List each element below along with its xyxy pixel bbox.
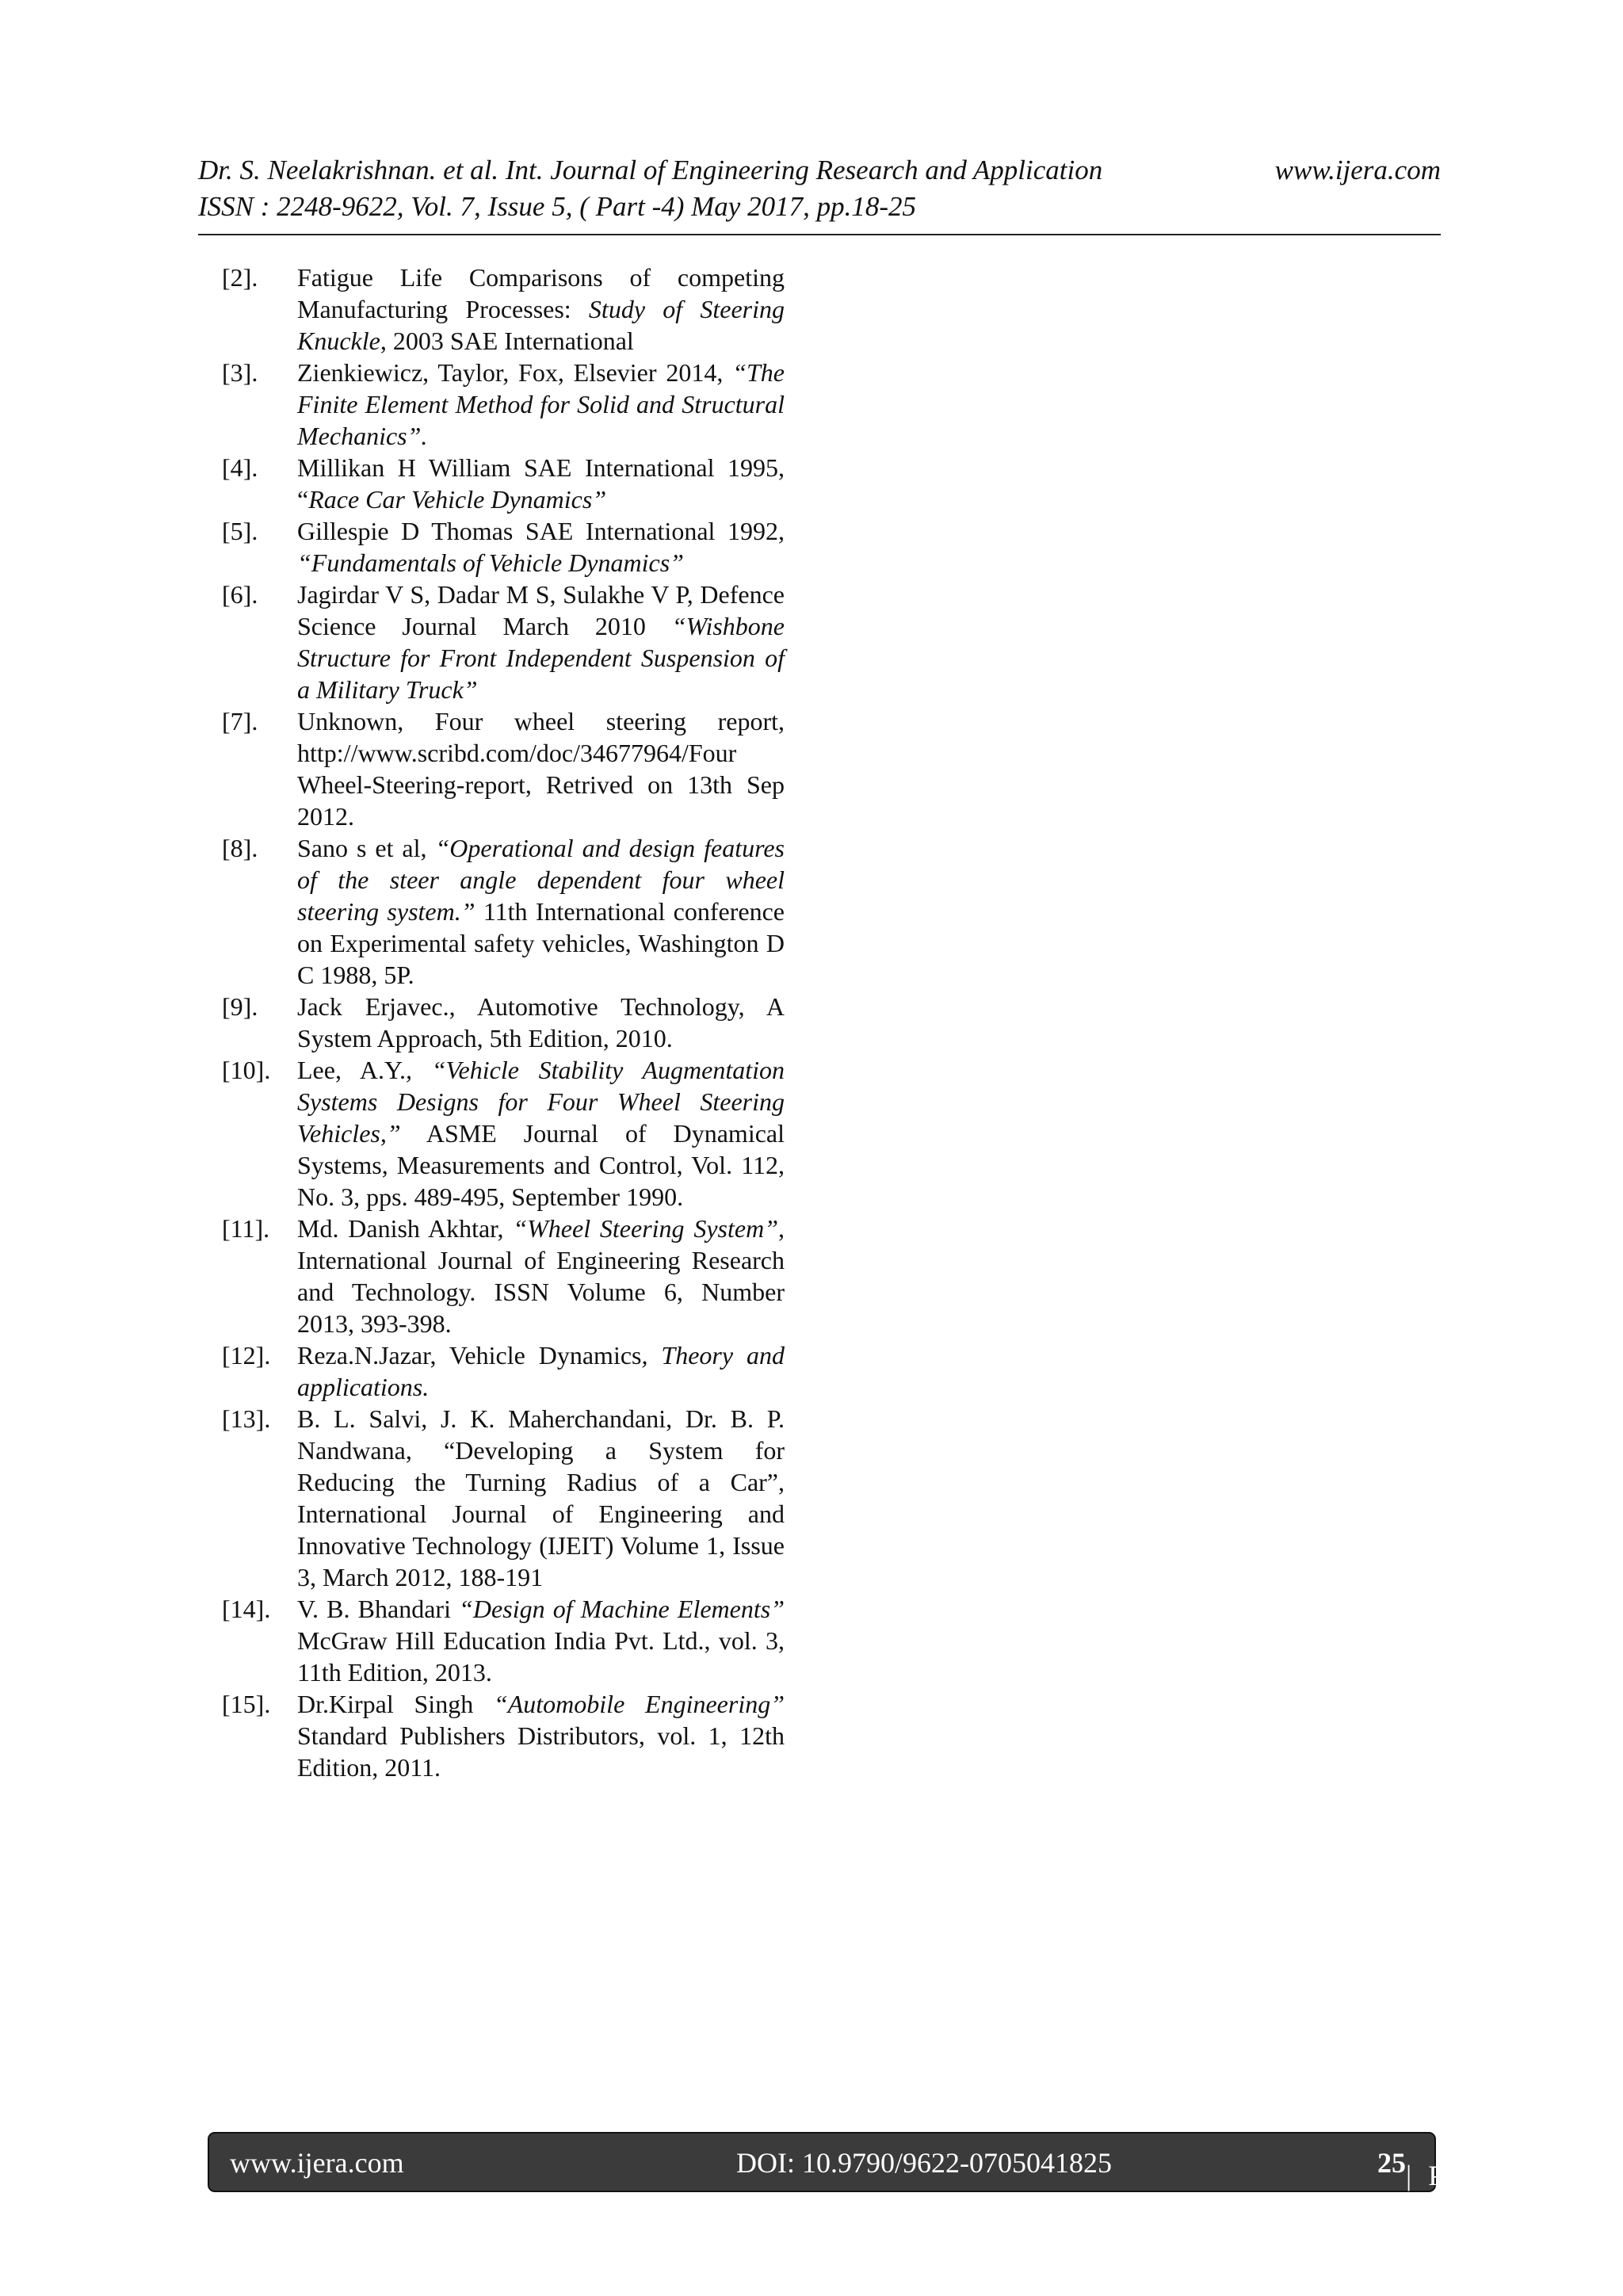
reference-number: [2]. xyxy=(222,263,258,292)
reference-text xyxy=(297,452,785,515)
reference-number: [8]. xyxy=(222,834,258,862)
header-website: www.ijera.com xyxy=(1274,155,1441,185)
reference-text-part: Lee, A.Y. xyxy=(297,1056,407,1084)
reference-title-italic: “Design of Machine Elements” xyxy=(459,1595,785,1623)
reference-item xyxy=(222,357,785,452)
reference-item xyxy=(222,1403,785,1593)
page-word: | P a g e xyxy=(1406,2160,1537,2191)
reference-text-part: Standard Publishers Distributors, vol. 1, 12th Edition, 2011. xyxy=(297,1721,785,1782)
footer-doi: DOI: 10.9790/9622-0705041825 xyxy=(736,2147,1112,2179)
running-header xyxy=(198,152,1441,225)
reference-text-part: 11th International conference on Experimental safety vehicles, Washington D C 1988, 5P. xyxy=(297,897,785,989)
page-footer xyxy=(208,2132,1537,2192)
reference-item xyxy=(222,832,785,991)
reference-item xyxy=(222,452,785,515)
reference-text-part: Unknown, Four wheel steering report, http://www.scribd.com/doc/34677964/Four Wheel-Steering-report, Retrived on 13th Sep 2012. xyxy=(297,707,785,831)
header-issn: ISSN : 2248-9622, Vol. 7, Issue 5, ( Part -4) May 2017, pp.18-25 xyxy=(198,191,917,222)
reference-number: [4]. xyxy=(222,453,258,482)
reference-title-italic: “Automobile Engineering” xyxy=(493,1690,785,1718)
reference-text xyxy=(297,515,785,579)
reference-text xyxy=(297,1054,785,1213)
reference-text xyxy=(297,262,785,357)
reference-text-part: , International Journal of Engineering Research and Technology. ISSN Volume 6, Number 2013, 393-398. xyxy=(297,1214,785,1338)
reference-number: [11]. xyxy=(222,1214,270,1243)
reference-title-italic: , “Vehicle Stability Augmentation Systems Designs for Four Wheel Steering Vehicles,” xyxy=(297,1056,785,1148)
footer-website: www.ijera.com xyxy=(230,2147,404,2179)
reference-text-part: Fatigue Life Comparisons of competing Manufacturing Processes: xyxy=(297,263,785,323)
reference-text xyxy=(297,1339,785,1403)
reference-number: [6]. xyxy=(222,580,258,609)
reference-number: [13]. xyxy=(222,1404,271,1433)
reference-number: [7]. xyxy=(222,707,258,735)
page-number: 25 xyxy=(1377,2147,1406,2179)
reference-text-part: , 2003 SAE International xyxy=(380,327,634,355)
reference-item xyxy=(222,515,785,579)
reference-title-italic: “Wheel Steering System” xyxy=(513,1214,779,1243)
reference-number: [9]. xyxy=(222,992,258,1021)
reference-list xyxy=(222,262,785,1783)
reference-number: [14]. xyxy=(222,1595,271,1623)
reference-text xyxy=(297,1593,785,1688)
reference-title-italic: “Wishbone Structure for Front Independent Suspension of a Military Truck” xyxy=(297,612,785,704)
reference-item xyxy=(222,1593,785,1688)
reference-text xyxy=(297,1403,785,1593)
reference-text xyxy=(297,579,785,705)
reference-text-part: Reza.N.Jazar, Vehicle Dynamics xyxy=(297,1341,642,1370)
reference-text xyxy=(297,705,785,832)
header-line-2 xyxy=(198,189,1441,225)
reference-text-part: Millikan H William SAE International 1995, “ xyxy=(297,453,785,514)
reference-title-italic: “Fundamentals of Vehicle Dynamics” xyxy=(297,548,684,577)
reference-text-part: Md. Danish Akhtar, xyxy=(297,1214,514,1243)
reference-number: [15]. xyxy=(222,1690,271,1718)
reference-item xyxy=(222,1688,785,1783)
reference-number: [3]. xyxy=(222,358,258,387)
reference-title-italic: , Theory and applications. xyxy=(297,1341,785,1401)
reference-text xyxy=(297,1213,785,1339)
reference-number: [5]. xyxy=(222,517,258,545)
reference-number: [12]. xyxy=(222,1341,271,1370)
header-citation: Dr. S. Neelakrishnan. et al. Int. Journal of Engineering Research and Application xyxy=(198,155,1103,185)
reference-text-part: Jagirdar V S, Dadar M S, Sulakhe V P, Defence Science Journal March 2010 xyxy=(297,580,785,640)
reference-text xyxy=(297,832,785,991)
reference-text-part: V. B. Bhandari xyxy=(297,1595,460,1623)
reference-text-part: Sano s et al, xyxy=(297,834,436,862)
reference-item xyxy=(222,1339,785,1403)
reference-item xyxy=(222,262,785,357)
reference-text-part: McGraw Hill Education India Pvt. Ltd., vol. 3, 11th Edition, 2013. xyxy=(297,1626,785,1687)
reference-text-part: Gillespie D Thomas SAE International 1992, xyxy=(297,517,785,545)
reference-item xyxy=(222,991,785,1054)
reference-title-italic: Race Car Vehicle Dynamics” xyxy=(308,485,607,514)
reference-text xyxy=(297,357,785,452)
reference-text xyxy=(297,991,785,1054)
reference-item xyxy=(222,1054,785,1213)
reference-text-part: Jack Erjavec., Automotive Technology, A System Approach, 5th Edition, 2010. xyxy=(297,992,785,1052)
reference-item xyxy=(222,705,785,832)
reference-text-part: B. L. Salvi, J. K. Maherchandani, Dr. B. P. Nandwana, “Developing a System for Reducing the Turning Radius of a Car”, International Journal of Engineering and Innovative Technology (IJEIT) Volume 1, Issue 3, March 2012, 188-191 xyxy=(297,1404,785,1591)
reference-text-part: ASME Journal of Dynamical Systems, Measurements and Control, Vol. 112, No. 3, pps. 489-495, September 1990. xyxy=(297,1119,785,1211)
reference-text-part: Dr.Kirpal Singh xyxy=(297,1690,494,1718)
header-divider xyxy=(198,234,1441,235)
reference-text-part: Zienkiewicz, Taylor, Fox, Elsevier 2014, xyxy=(297,358,733,387)
reference-title-italic: “Operational and design features of the steer angle dependent four wheel steering system.” xyxy=(297,834,785,926)
reference-number: [10]. xyxy=(222,1056,271,1084)
reference-text xyxy=(297,1688,785,1783)
reference-item xyxy=(222,579,785,705)
reference-title-italic: Study of Steering Knuckle xyxy=(297,295,785,355)
reference-item xyxy=(222,1213,785,1339)
header-line-1 xyxy=(198,152,1441,189)
reference-title-italic: “The Finite Element Method for Solid and Structural Mechanics”. xyxy=(297,358,785,450)
footer-page xyxy=(1377,2146,1537,2191)
